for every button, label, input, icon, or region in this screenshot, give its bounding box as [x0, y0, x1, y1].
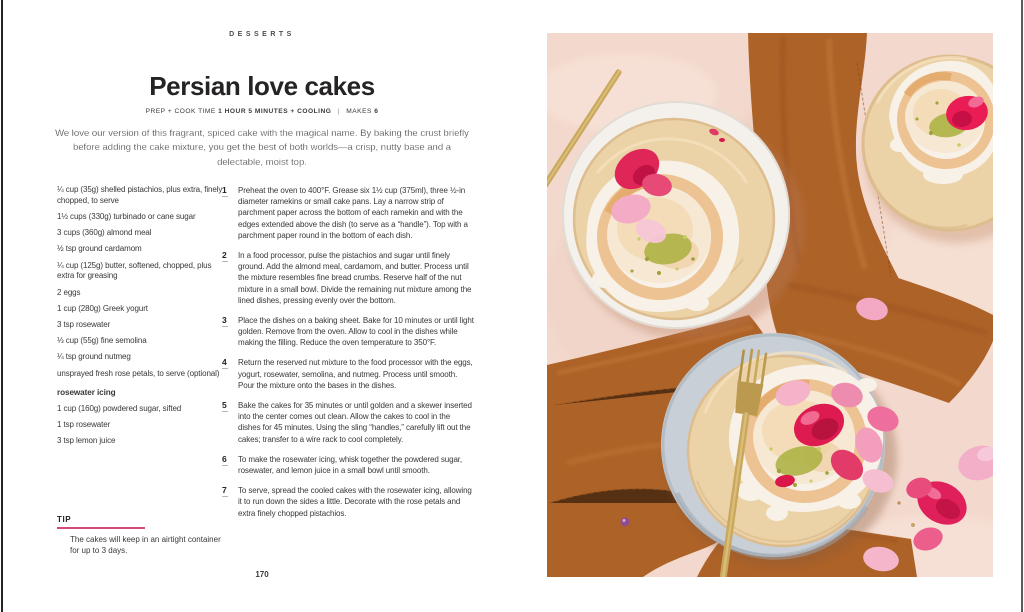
ingredient-item: 3 tsp rosewater: [57, 319, 111, 329]
step-number: 5: [222, 400, 227, 410]
method-steps: [222, 185, 474, 528]
makes-label: MAKES: [346, 108, 372, 115]
ingredient-item: 1 cup (280g) Greek yogurt: [57, 303, 148, 313]
ingredient-item: unsprayed fresh rose petals, to serve (optional): [57, 368, 220, 378]
page-title: Persian love cakes: [149, 71, 375, 101]
tip-label: TIP: [57, 515, 72, 524]
ingredient-item: ¼ cup (35g) shelled pistachios, plus extra, finely chopped, to serve: [57, 185, 223, 205]
method-step: [222, 485, 474, 519]
tip-rule: [57, 527, 145, 529]
step-text: To serve, spread the cooled cakes with the rosewater icing, allowing it to run down the sides a little. Decorate with the rose petals and extra finely chopped pistachios.: [238, 486, 472, 518]
step-number: 3: [222, 314, 227, 325]
ingredient-item: 3 cups (360g) almond meal: [57, 228, 152, 238]
step-number: 6: [222, 453, 227, 464]
recipe-meta: [0, 108, 524, 115]
napkin-bead-highlight: [623, 519, 626, 522]
icing-ingredients: [57, 404, 223, 447]
step-number: 4: [222, 357, 227, 368]
step-number: 7: [222, 485, 227, 496]
tip-box: [57, 515, 237, 556]
prep-cook-label: PREP + COOK TIME: [145, 108, 216, 115]
ingredient-item: ¼ tsp ground nutmeg: [57, 352, 131, 362]
recipe-photo: [547, 33, 993, 577]
ingredient-item: ⅓ cup (55g) fine semolina: [57, 336, 147, 346]
main-ingredients: [57, 185, 223, 379]
step-text: Preheat the oven to 400°F. Grease six 1½ cup (375ml), three ½-in diameter ramekins or small cake pans. Lay a narrow strip of parchment paper across the bottom of each ramekin and with the edges extended above the dish (to serve as a “handle”). Top with a parchment paper round in the bottom of each dish.: [238, 186, 468, 240]
method-step: [222, 454, 474, 476]
meta-divider: |: [337, 108, 340, 115]
makes-value: 6: [374, 108, 379, 115]
method-step: [222, 400, 474, 445]
step-text: Return the reserved nut mixture to the food processor with the eggs, yogurt, rosewater, semolina, and nutmeg. Process until smooth. Pour the mixture onto the bases in the dishes.: [238, 358, 473, 390]
ingredient-item: 1 tsp rosewater: [57, 420, 111, 430]
ingredient-item: 3 tsp lemon juice: [57, 436, 116, 446]
napkin-bead: [621, 518, 630, 527]
ingredient-item: 1½ cups (330g) turbinado or cane sugar: [57, 211, 196, 221]
step-text: Place the dishes on a baking sheet. Bake for 10 minutes or until light golden. Remove from the oven. Allow to cool in the dishes while making the filling. Reduce the oven temperature to 350°F.: [238, 315, 474, 348]
ingredient-item: ½ tsp ground cardamom: [57, 244, 142, 254]
ingredient-list: [57, 185, 223, 452]
ingredient-item: 1 cup (160g) powdered sugar, sifted: [57, 403, 182, 413]
ingredient-item: 2 eggs: [57, 287, 81, 297]
step-text: In a food processor, pulse the pistachios and sugar until finely ground. Add the almond meal, cardamom, and butter. Process until the mixture resembles fine bread crumbs. Reserve half of the nut mixture in a small bowl. Divide the remaining nut mixture among the lined dishes, pressing evenly over the bottom.: [238, 250, 472, 305]
method-step: [222, 250, 474, 306]
method-step: [222, 357, 474, 391]
step-number: 2: [222, 249, 227, 260]
method-step: [222, 315, 474, 349]
prep-cook-time: 1 HOUR 5 MINUTES + COOLING: [218, 108, 332, 115]
persian-love-cakes-photo: [547, 33, 993, 577]
step-number: 1: [222, 185, 227, 195]
ingredient-item: ¼ cup (125g) butter, softened, chopped, plus extra for greasing: [57, 260, 212, 281]
recipe-intro: We love our version of this fragrant, spiced cake with the magical name. By baking the crust briefly before adding the cake mixture, you get the best of both worlds—a crisp, nutty base and a delectable, moist top.: [55, 128, 469, 168]
step-text: Bake the cakes for 35 minutes or until golden and a skewer inserted into the center comes out clean. Allow the cakes to cool in the dishes for 45 minutes. Using the sling “handles,” carefully lift out the cakes; transfer to a wire rack to cool completely.: [238, 401, 472, 444]
tip-text: The cakes will keep in an airtight container for up to 3 days.: [70, 534, 221, 555]
page-number: 170: [255, 570, 269, 579]
section-header: DESSERTS: [229, 31, 295, 38]
book-page-edge: [1021, 0, 1023, 612]
icing-subheading: rosewater icing: [57, 388, 116, 398]
method-step: [222, 185, 474, 241]
step-text: To make the rosewater icing, whisk together the powdered sugar, rosewater, and lemon juice in a small bowl until smooth.: [238, 454, 463, 475]
